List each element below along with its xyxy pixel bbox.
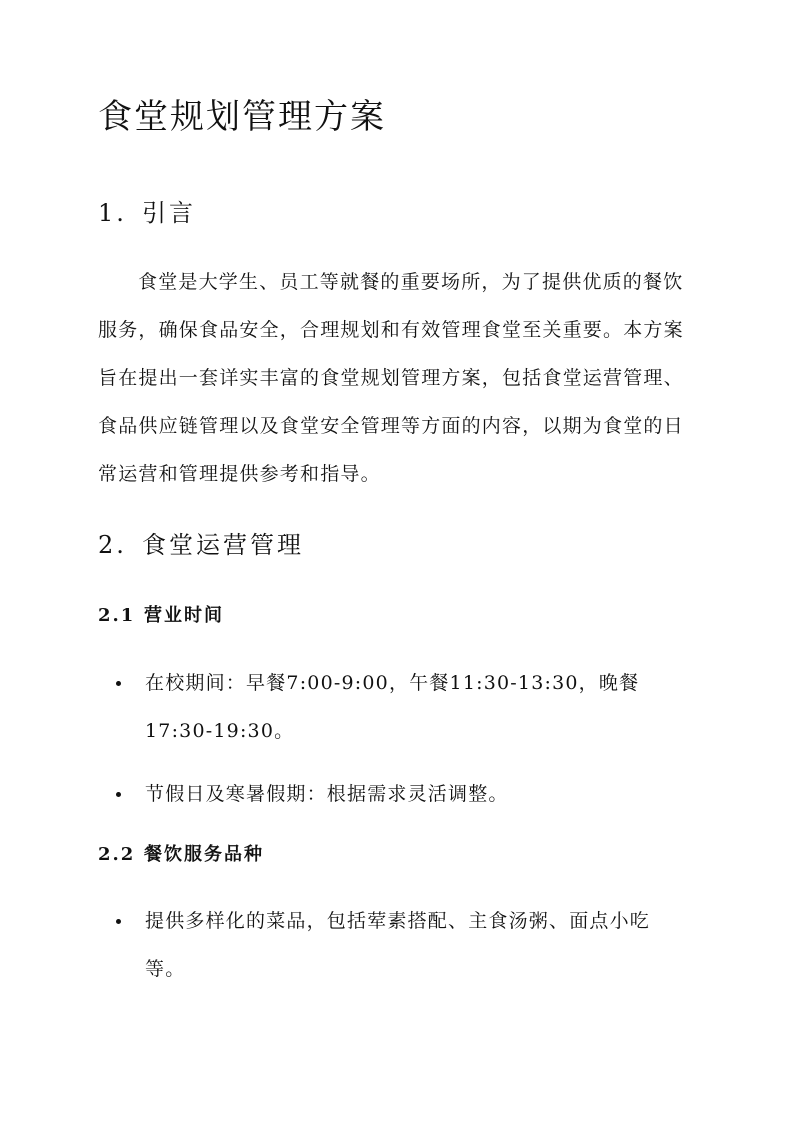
section-title: 食堂运营管理 <box>142 531 304 559</box>
subsection-number: 2.1 <box>98 605 136 626</box>
list-item-text: 在校期间：早餐7:00-9:00，午餐11:30-13:30，晚餐17:30-19:30。 <box>145 672 640 742</box>
section-title: 引言 <box>142 199 196 227</box>
subsection-heading-food-service <box>98 841 264 869</box>
subsection-heading-business-hours <box>98 602 224 630</box>
subsection-title: 营业时间 <box>144 605 224 626</box>
section-number: 2. <box>98 531 127 559</box>
section-number: 1. <box>98 199 127 227</box>
subsection-title: 餐饮服务品种 <box>144 844 264 865</box>
bullet-icon <box>116 681 121 686</box>
section-heading-operations <box>98 527 304 563</box>
list-item-text: 提供多样化的菜品，包括荤素搭配、主食汤粥、面点小吃等。 <box>145 910 651 980</box>
subsection-number: 2.2 <box>98 844 136 865</box>
bullet-icon <box>116 792 121 797</box>
bullet-icon <box>116 919 121 924</box>
introduction-paragraph: 食堂是大学生、员工等就餐的重要场所，为了提供优质的餐饮服务，确保食品安全，合理规划和有效管理食堂至关重要。本方案旨在提出一套详实丰富的食堂规划管理方案，包括食堂运营管理、食品供应链管理以及食堂安全管理等方面的内容，以期为食堂的日常运营和管理提供参考和指导。 <box>98 271 684 485</box>
list-item-text: 节假日及寒暑假期：根据需求灵活调整。 <box>145 783 509 805</box>
section-heading-introduction <box>98 195 196 231</box>
document-title: 食堂规划管理方案 <box>98 97 386 137</box>
